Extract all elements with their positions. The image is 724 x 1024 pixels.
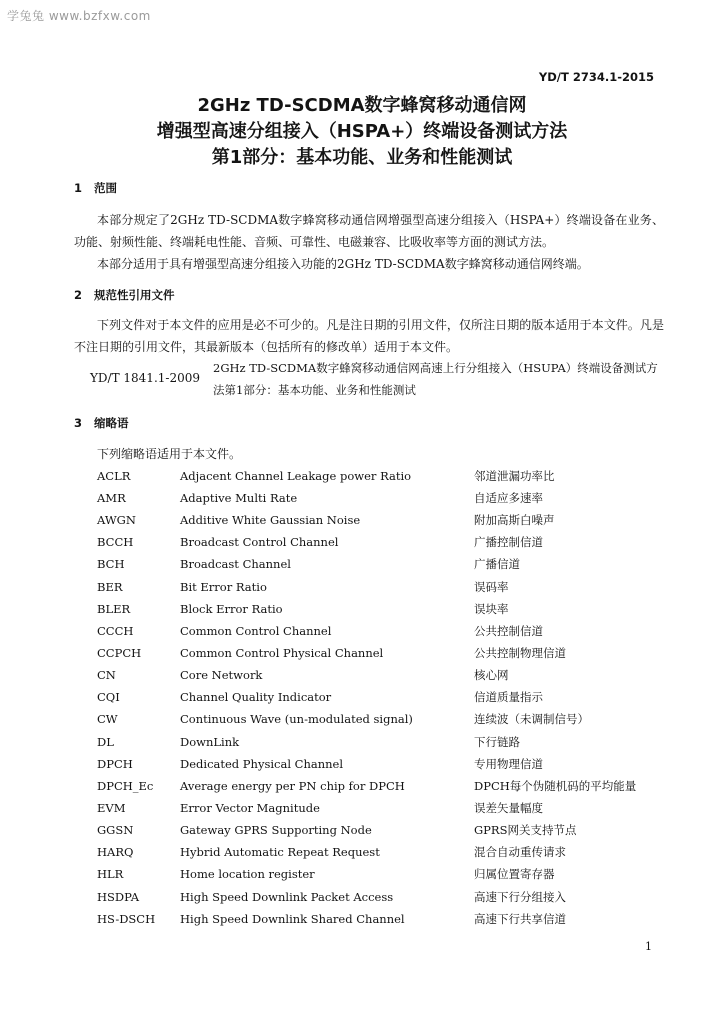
standard-code: YD/T 2734.1-2015 bbox=[538, 70, 654, 84]
abbreviation-row bbox=[0, 863, 724, 885]
abbreviation: DPCH bbox=[97, 757, 133, 771]
scope-paragraph-2: 本部分适用于具有增强型高速分组接入功能的2GHz TD-SCDMA数字蜂窝移动通信网终端。 bbox=[97, 257, 589, 271]
abbreviation-english: Error Vector Magnitude bbox=[180, 801, 320, 815]
abbreviation: HARQ bbox=[97, 845, 134, 859]
abbreviation-row bbox=[0, 686, 724, 708]
abbreviation-english: Adjacent Channel Leakage power Ratio bbox=[180, 469, 412, 483]
abbreviation-chinese: 混合自动重传请求 bbox=[474, 845, 566, 859]
abbreviation-english: Hybrid Automatic Repeat Request bbox=[180, 845, 380, 859]
abbreviation-row bbox=[0, 708, 724, 730]
abbreviation-english: Common Control Physical Channel bbox=[180, 646, 384, 660]
abbreviation-row bbox=[0, 819, 724, 841]
abbreviation-english: High Speed Downlink Packet Access bbox=[180, 890, 394, 904]
abbreviation-english: High Speed Downlink Shared Channel bbox=[180, 912, 405, 926]
abbreviation-chinese: 误差矢量幅度 bbox=[474, 801, 543, 815]
abbreviation-chinese: 信道质量指示 bbox=[474, 690, 543, 704]
abbreviation: BLER bbox=[97, 602, 131, 616]
abbreviation: HS-DSCH bbox=[97, 912, 156, 926]
abbreviation-row bbox=[0, 731, 724, 753]
abbreviation-chinese: 公共控制物理信道 bbox=[474, 646, 566, 660]
abbreviation-english: Home location register bbox=[180, 867, 315, 881]
abbreviation-chinese: 自适应多速率 bbox=[474, 491, 543, 505]
abbreviation-row bbox=[0, 841, 724, 863]
abbreviation-row bbox=[0, 664, 724, 686]
abbreviation-english: Block Error Ratio bbox=[180, 602, 283, 616]
abbreviation-english: Broadcast Channel bbox=[180, 557, 291, 571]
abbreviation: CCCH bbox=[97, 624, 134, 638]
abbreviation: GGSN bbox=[97, 823, 134, 837]
section-title: 规范性引用文件 bbox=[94, 288, 175, 302]
abbreviation: CN bbox=[97, 668, 116, 682]
abbreviation-row bbox=[0, 797, 724, 819]
abbreviation-chinese: 高速下行分组接入 bbox=[474, 890, 566, 904]
abbreviation-chinese: 邻道泄漏功率比 bbox=[474, 469, 555, 483]
abbreviation-row bbox=[0, 753, 724, 775]
abbreviation: DPCH_Ec bbox=[97, 779, 154, 793]
abbreviation-chinese: 下行链路 bbox=[474, 735, 520, 749]
section-number: 3 bbox=[74, 416, 83, 430]
abbreviation: HLR bbox=[97, 867, 124, 881]
abbreviation: BCCH bbox=[97, 535, 134, 549]
reference-code: YD/T 1841.1-2009 bbox=[90, 371, 200, 385]
abbreviation-row bbox=[0, 531, 724, 553]
section-title: 范围 bbox=[94, 181, 117, 195]
abbreviation-row bbox=[0, 576, 724, 598]
abbreviation-english: Dedicated Physical Channel bbox=[180, 757, 344, 771]
document-title-line-3: 第1部分：基本功能、业务和性能测试 bbox=[211, 147, 513, 168]
abbreviation-english: Additive White Gaussian Noise bbox=[180, 513, 361, 527]
watermark: 学兔兔 www.bzfxw.com bbox=[7, 9, 151, 23]
abbreviation: EVM bbox=[97, 801, 126, 815]
abbreviation: CCPCH bbox=[97, 646, 142, 660]
abbreviation-english: Gateway GPRS Supporting Node bbox=[180, 823, 372, 837]
abbreviation-chinese: 连续波（未调制信号） bbox=[474, 712, 589, 726]
section-heading-abbreviations bbox=[74, 415, 129, 431]
abbreviation-chinese: GPRS网关支持节点 bbox=[474, 823, 577, 837]
reference-title: 2GHz TD-SCDMA数字蜂窝移动通信网高速上行分组接入（HSUPA）终端设备测试方法第1部分：基本功能、业务和性能测试 bbox=[213, 361, 658, 397]
section-number: 2 bbox=[74, 288, 83, 302]
abbreviation: DL bbox=[97, 735, 114, 749]
abbreviation-english: Core Network bbox=[180, 668, 263, 682]
scope-paragraph-1: 本部分规定了2GHz TD-SCDMA数字蜂窝移动通信网增强型高速分组接入（HSPA+）终端设备在业务、功能、射频性能、终端耗电性能、音频、可靠性、电磁兼容、比吸收率等方面的测试方法。 bbox=[74, 213, 664, 249]
abbreviation-english: Broadcast Control Channel bbox=[180, 535, 339, 549]
abbreviation-row bbox=[0, 553, 724, 575]
abbreviation-chinese: 广播控制信道 bbox=[474, 535, 543, 549]
abbreviation-row bbox=[0, 775, 724, 797]
abbreviation-row bbox=[0, 509, 724, 531]
references-paragraph: 下列文件对于本文件的应用是必不可少的。凡是注日期的引用文件，仅所注日期的版本适用于本文件。凡是不注日期的引用文件，其最新版本（包括所有的修改单）适用于本文件。 bbox=[74, 318, 664, 354]
abbreviation-row bbox=[0, 598, 724, 620]
section-title: 缩略语 bbox=[94, 416, 129, 430]
abbreviation: ACLR bbox=[97, 469, 131, 483]
abbreviation-row bbox=[0, 465, 724, 487]
abbreviation-chinese: 误块率 bbox=[474, 602, 509, 616]
abbreviation-row bbox=[0, 487, 724, 509]
abbreviation: CW bbox=[97, 712, 118, 726]
abbreviation-row bbox=[0, 642, 724, 664]
abbreviation-english: Adaptive Multi Rate bbox=[180, 491, 298, 505]
abbreviation-english: Common Control Channel bbox=[180, 624, 332, 638]
abbreviation-english: DownLink bbox=[180, 735, 240, 749]
abbreviation: BER bbox=[97, 580, 123, 594]
abbreviation: HSDPA bbox=[97, 890, 140, 904]
section-heading-references bbox=[74, 287, 175, 303]
document-title-line-2: 增强型高速分组接入（HSPA+）终端设备测试方法 bbox=[156, 121, 568, 142]
abbreviation-english: Continuous Wave (un-modulated signal) bbox=[180, 712, 413, 726]
abbreviations-intro: 下列缩略语适用于本文件。 bbox=[97, 447, 242, 461]
abbreviation-chinese: 归属位置寄存器 bbox=[474, 867, 555, 881]
abbreviation-chinese: 公共控制信道 bbox=[474, 624, 543, 638]
page-number: 1 bbox=[645, 940, 652, 953]
abbreviation-chinese: DPCH每个伪随机码的平均能量 bbox=[474, 779, 637, 793]
document-title-line-1: 2GHz TD-SCDMA数字蜂窝移动通信网 bbox=[197, 95, 527, 116]
abbreviation-english: Bit Error Ratio bbox=[180, 580, 267, 594]
abbreviation-chinese: 广播信道 bbox=[474, 557, 520, 571]
abbreviation-english: Channel Quality Indicator bbox=[180, 690, 332, 704]
abbreviation-row bbox=[0, 886, 724, 908]
abbreviation-chinese: 专用物理信道 bbox=[474, 757, 543, 771]
section-number: 1 bbox=[74, 181, 83, 195]
abbreviation-row bbox=[0, 620, 724, 642]
abbreviation-row bbox=[0, 908, 724, 930]
abbreviation: AWGN bbox=[97, 513, 136, 527]
abbreviation-chinese: 核心网 bbox=[474, 668, 509, 682]
abbreviation-chinese: 高速下行共享信道 bbox=[474, 912, 566, 926]
abbreviation-english: Average energy per PN chip for DPCH bbox=[180, 779, 405, 793]
abbreviation-chinese: 误码率 bbox=[474, 580, 509, 594]
abbreviation: AMR bbox=[97, 491, 126, 505]
section-heading-scope bbox=[74, 180, 117, 196]
abbreviation: CQI bbox=[97, 690, 120, 704]
abbreviation: BCH bbox=[97, 557, 125, 571]
abbreviation-chinese: 附加高斯白噪声 bbox=[474, 513, 555, 527]
